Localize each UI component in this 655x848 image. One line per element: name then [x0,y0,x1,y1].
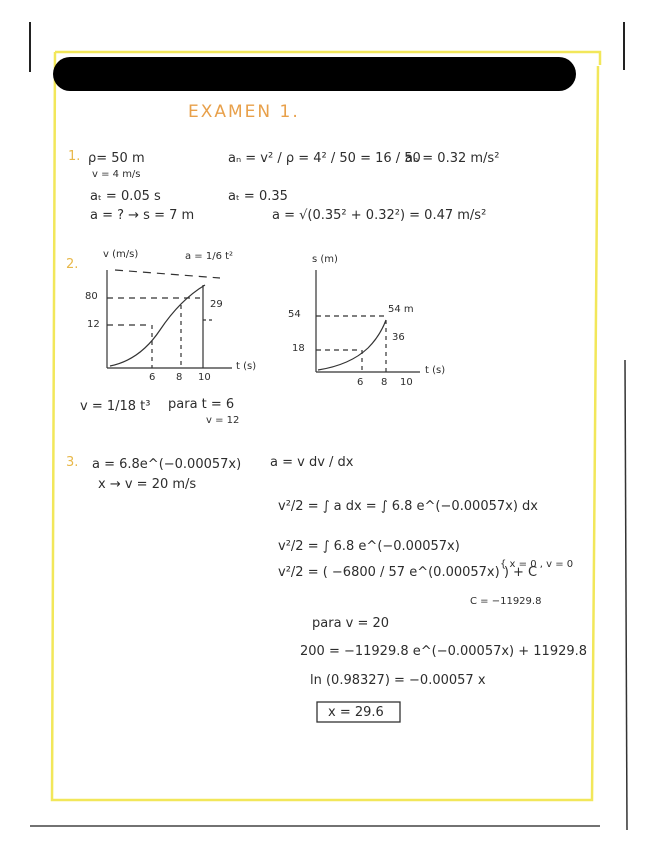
velocity-equation: v = 1/18 t³ [80,399,151,414]
integral-step-2: v²/2 = ∫ 6.8 e^(−0.00057x) [278,539,460,554]
equation-200: 200 = −11929.8 e^(−0.00057x) + 11929.8 [300,644,588,659]
graph2-point-label: 54 m [388,304,414,315]
graph2-x-tick-10: 10 [400,377,413,388]
normal-accel-formula: aₙ = v² / ρ = 4² / 50 = 16 / 50 [228,151,421,166]
boundary-conditions: { x = 0 , v = 0 [500,559,574,570]
graph1-y-tick-12: 12 [87,319,100,330]
final-answer: x = 29.6 [328,705,384,720]
total-accel-result: a = √(0.35² + 0.32²) = 0.47 m/s² [272,208,487,223]
exam-title: EXAMEN 1. [188,102,300,122]
graph1-annotation: 29 [210,299,223,310]
fraction-result: v²/2 = ( −6800 / 57 e^(0.00057x) ) + C [278,565,538,580]
graph2-y-tick-18: 18 [292,343,305,354]
rho-value: ρ= 50 m [88,151,145,166]
graph2-x-axis-label: t (s) [425,365,446,376]
tangential-accel-left: aₜ = 0.05 s [90,189,161,204]
tangential-accel-right: aₜ = 0.35 [228,189,288,204]
graph2-y-axis-label: s (m) [312,254,338,265]
scan-edge-right-bottom [625,360,627,830]
graph2-y-tick-54: 54 [288,309,301,320]
graph1-y-tick-80: 80 [85,291,98,302]
accel-unknown: a = ? → s = 7 m [90,208,195,223]
graph1-x-tick-10: 10 [198,372,211,383]
a-vdv-dx: a = v dv / dx [270,455,354,470]
graph2-x-tick-8: 8 [381,377,388,388]
graph2-x-tick-6: 6 [357,377,364,388]
para-t6: para t = 6 [168,397,235,412]
graph-velocity [107,270,232,368]
normal-accel-result: aₙ = 0.32 m/s² [405,151,500,166]
constant-c: C = −11929.8 [470,596,542,607]
graph1-x-tick-6: 6 [149,372,156,383]
velocity-value: v = 4 m/s [92,169,141,180]
graph1-x-axis-label: t (s) [236,361,257,372]
graph1-equation: a = 1/6 t² [185,251,234,262]
v-equals-12: v = 12 [206,415,240,426]
ln-equation: ln (0.98327) = −0.00057 x [310,673,486,688]
problem-2-number: 2. [66,257,79,272]
graph-position [316,270,420,372]
graph2-annotation: 36 [392,332,405,343]
x-condition: x → v = 20 m/s [98,477,197,492]
integral-step-1: v²/2 = ∫ a dx = ∫ 6.8 e^(−0.00057x) dx [278,499,538,514]
graph1-y-axis-label: v (m/s) [103,249,139,260]
problem-1-number: 1. [68,149,81,164]
problem-3-number: 3. [66,455,79,470]
para-v20: para v = 20 [312,616,390,631]
graph1-x-tick-8: 8 [176,372,183,383]
accel-exponential: a = 6.8e^(−0.00057x) [92,457,242,472]
redaction-bar [53,57,576,91]
